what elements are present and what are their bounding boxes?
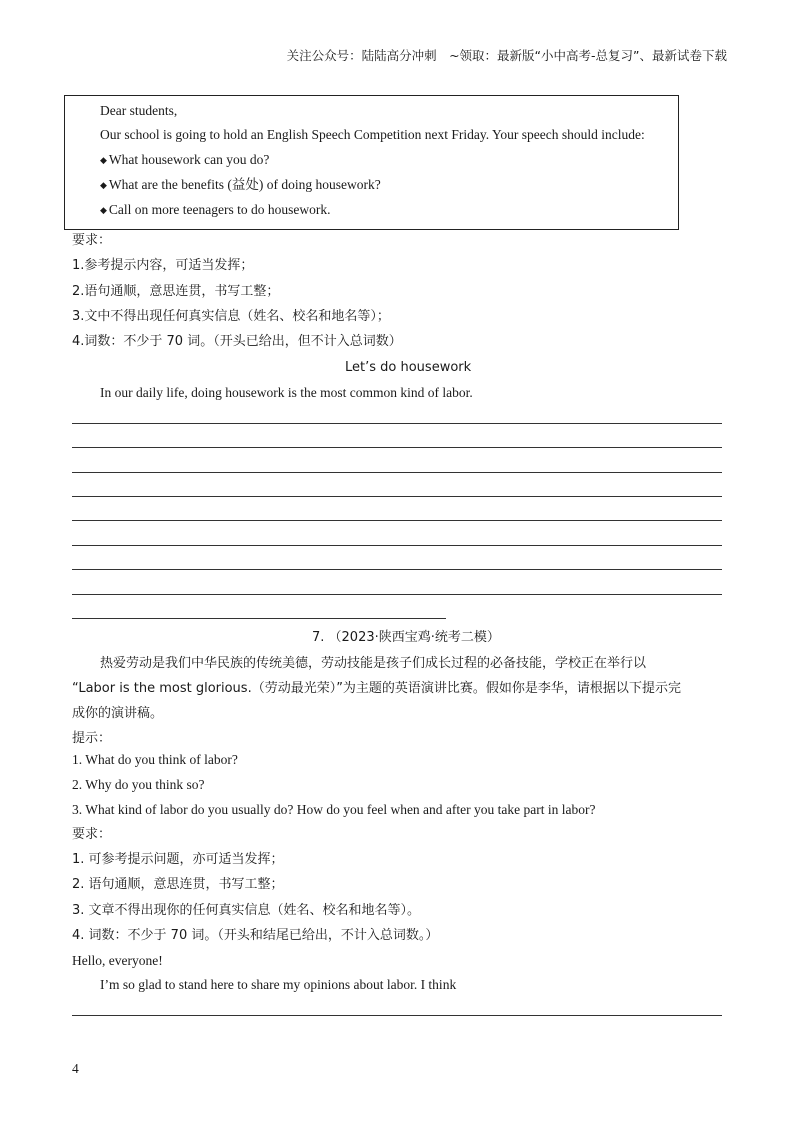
notice-point-2: ◆ What are the benefits (益处) of doing housework? [100,177,381,192]
requirement-item: 1. 可参考提示问题，亦可适当发挥； [72,852,284,867]
requirement-item: 1.参考提示内容，可适当发挥； [72,258,254,273]
requirement-item: 2. 语句通顺，意思连贯，书写工整； [72,877,284,892]
bullet-icon: ◆ [100,205,107,215]
notice-greeting: Dear students, [100,103,178,118]
prompt-text: 成你的演讲稿。 [72,706,164,721]
speech-opening: I’m so glad to stand here to share my opinions about labor. I think [100,977,457,992]
essay-title: Let’s do housework [345,360,472,375]
question-heading: 7. （2023·陕西宝鸡·统考二模） [312,630,500,645]
notice-intro: Our school is going to hold an English Speech Competition next Friday. Your speech should include: [100,127,645,142]
writing-line [72,423,722,424]
writing-line [72,618,446,619]
writing-line [72,1015,722,1016]
requirement-item: 2.语句通顺，意思连贯，书写工整； [72,284,280,299]
writing-line [72,545,722,546]
page-number: 4 [72,1061,79,1076]
writing-line [72,447,722,448]
page-header: 关注公众号：陆陆高分冲刺 ~领取：最新版“小中高考-总复习”、最新试卷下载 [286,48,727,63]
writing-line [72,496,722,497]
requirement-item: 3. 文章不得出现你的任何真实信息（姓名、校名和地名等）。 [72,903,421,918]
notice-point-3: ◆ Call on more teenagers to do housework. [100,202,331,217]
hint-item: 3. What kind of labor do you usually do? How do you feel when and after you take part in labor? [72,802,596,817]
hints-heading: 提示： [72,731,112,746]
hint-item: 1. What do you think of labor? [72,752,238,767]
prompt-text: “Labor is the most glorious.（劳动最光荣）”为主题的英语演讲比赛。假如你是李华，请根据以下提示完 [72,681,681,696]
hint-item: 2. Why do you think so? [72,777,205,792]
prompt-text: 热爱劳动是我们中华民族的传统美德，劳动技能是孩子们成长过程的必备技能，学校正在举行以 [100,656,647,671]
requirement-item: 3.文中不得出现任何真实信息（姓名、校名和地名等）； [72,309,390,324]
requirements-heading: 要求： [72,827,112,842]
essay-opening: In our daily life, doing housework is the most common kind of labor. [100,385,473,400]
requirements-heading: 要求： [72,233,112,248]
writing-line [72,472,722,473]
writing-line [72,569,722,570]
writing-line [72,520,722,521]
speech-greeting: Hello, everyone! [72,953,163,968]
bullet-icon: ◆ [100,180,107,190]
bullet-icon: ◆ [100,155,107,165]
notice-point-1: ◆ What housework can you do? [100,152,270,167]
requirement-item: 4. 词数：不少于 70 词。（开头和结尾已给出，不计入总词数。） [72,928,439,943]
writing-line [72,594,722,595]
requirement-item: 4.词数：不少于 70 词。（开头已给出，但不计入总词数） [72,334,402,349]
